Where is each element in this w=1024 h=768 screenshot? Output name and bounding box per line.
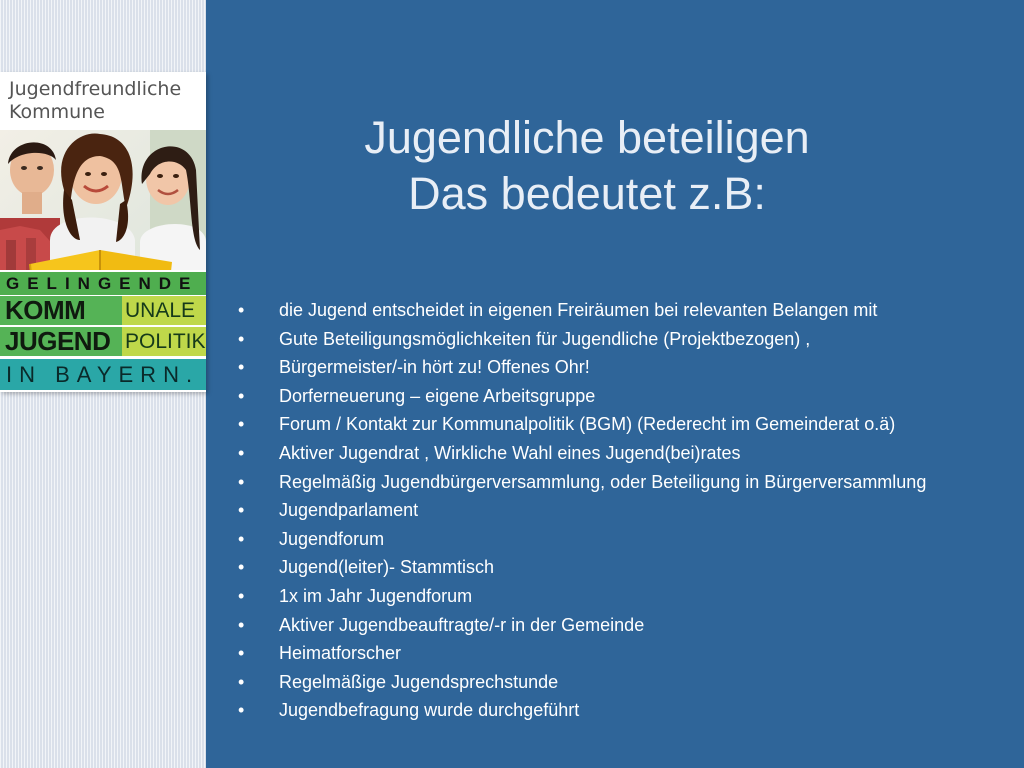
list-item-text: Forum / Kontakt zur Kommunalpolitik (BGM) (Rederecht im Gemeinderat o.ä) xyxy=(279,414,896,435)
list-item xyxy=(236,641,996,665)
list-item xyxy=(236,555,996,579)
logo-title xyxy=(9,78,204,124)
banner-row-kommunale xyxy=(0,296,206,325)
list-item-text: Regelmäßige Jugendsprechstunde xyxy=(279,671,559,692)
banner-jugend-text: JUGEND xyxy=(5,326,111,356)
list-item xyxy=(236,470,996,494)
bullet-dot: • xyxy=(238,585,245,606)
slide-title xyxy=(206,110,968,222)
list-item xyxy=(236,298,996,322)
logo-card xyxy=(0,72,206,392)
list-item-text: Jugendbefragung wurde durchgeführt xyxy=(279,700,580,721)
bullet-dot: • xyxy=(238,671,245,692)
bullet-list xyxy=(236,298,996,727)
slide-title-line1: Jugendliche beteiligen xyxy=(364,112,810,163)
bullet-dot: • xyxy=(238,500,245,521)
list-item xyxy=(236,441,996,465)
list-item xyxy=(236,584,996,608)
list-item-text: Gute Beteiligungsmöglichkeiten für Jugendliche (Projektbezogen) , xyxy=(279,328,811,349)
banner-unale-block xyxy=(122,296,206,325)
bullet-dot: • xyxy=(238,700,245,721)
bullet-dot: • xyxy=(238,442,245,463)
list-item-text: Bürgermeister/-in hört zu! Offenes Ohr! xyxy=(279,357,590,378)
list-item-text: Dorferneuerung – eigene Arbeitsgruppe xyxy=(279,385,596,406)
list-item-text: Heimatforscher xyxy=(279,643,402,664)
bullet-dot: • xyxy=(238,614,245,635)
list-item xyxy=(236,527,996,551)
logo-title-line2: Kommune xyxy=(9,101,105,123)
bullet-dot: • xyxy=(238,557,245,578)
list-item xyxy=(236,670,996,694)
list-item-text: Jugendforum xyxy=(279,528,385,549)
gelingende-kommunale-jugendpolitik-banner xyxy=(0,270,206,392)
slide-title-line2: Das bedeutet z.B: xyxy=(408,168,766,219)
list-item xyxy=(236,384,996,408)
bullet-dot: • xyxy=(238,300,245,320)
banner-row-jugendpolitik xyxy=(0,327,206,356)
banner-unale-text: UNALE xyxy=(125,299,196,322)
banner-bayern-text: IN BAYERN. xyxy=(6,362,200,387)
banner-row-gelingende xyxy=(0,272,206,295)
banner-komm-block xyxy=(0,296,122,325)
bullet-dot: • xyxy=(238,385,245,406)
list-item-text: 1x im Jahr Jugendforum xyxy=(279,585,473,606)
list-item-text: Jugend(leiter)- Stammtisch xyxy=(279,557,495,578)
banner-politik-text: POLITIK xyxy=(125,330,206,353)
list-item-text: Regelmäßig Jugendbürgerversammlung, oder Beteiligung in Bürgerversammlung xyxy=(279,471,927,492)
logo-title-line1: Jugendfreundliche xyxy=(9,78,182,100)
banner-politik-block xyxy=(122,327,206,356)
list-item-text: Aktiver Jugendrat , Wirkliche Wahl eines Jugend(bei)rates xyxy=(279,442,741,463)
banner-jugend-block xyxy=(0,327,122,356)
bullet-dot: • xyxy=(238,414,245,435)
bullet-dot: • xyxy=(238,328,245,349)
banner-row-bayern xyxy=(0,359,206,390)
list-item xyxy=(236,327,996,351)
banner-komm-text: KOMM xyxy=(5,295,86,325)
list-item xyxy=(236,698,996,722)
bullet-dot: • xyxy=(238,643,245,664)
list-item-text: die Jugend entscheidet in eigenen Freiräumen bei relevanten Belangen mit xyxy=(279,300,878,320)
list-item-text: Jugendparlament xyxy=(279,500,419,521)
bullet-dot: • xyxy=(238,471,245,492)
banner-gelingende-text: GELINGENDE xyxy=(6,274,199,293)
list-item xyxy=(236,412,996,436)
list-item xyxy=(236,613,996,637)
list-item-text: Aktiver Jugendbeauftragte/-r in der Gemeinde xyxy=(279,614,645,635)
bullet-dot: • xyxy=(238,357,245,378)
list-item xyxy=(236,498,996,522)
bullet-dot: • xyxy=(238,528,245,549)
list-item xyxy=(236,355,996,379)
